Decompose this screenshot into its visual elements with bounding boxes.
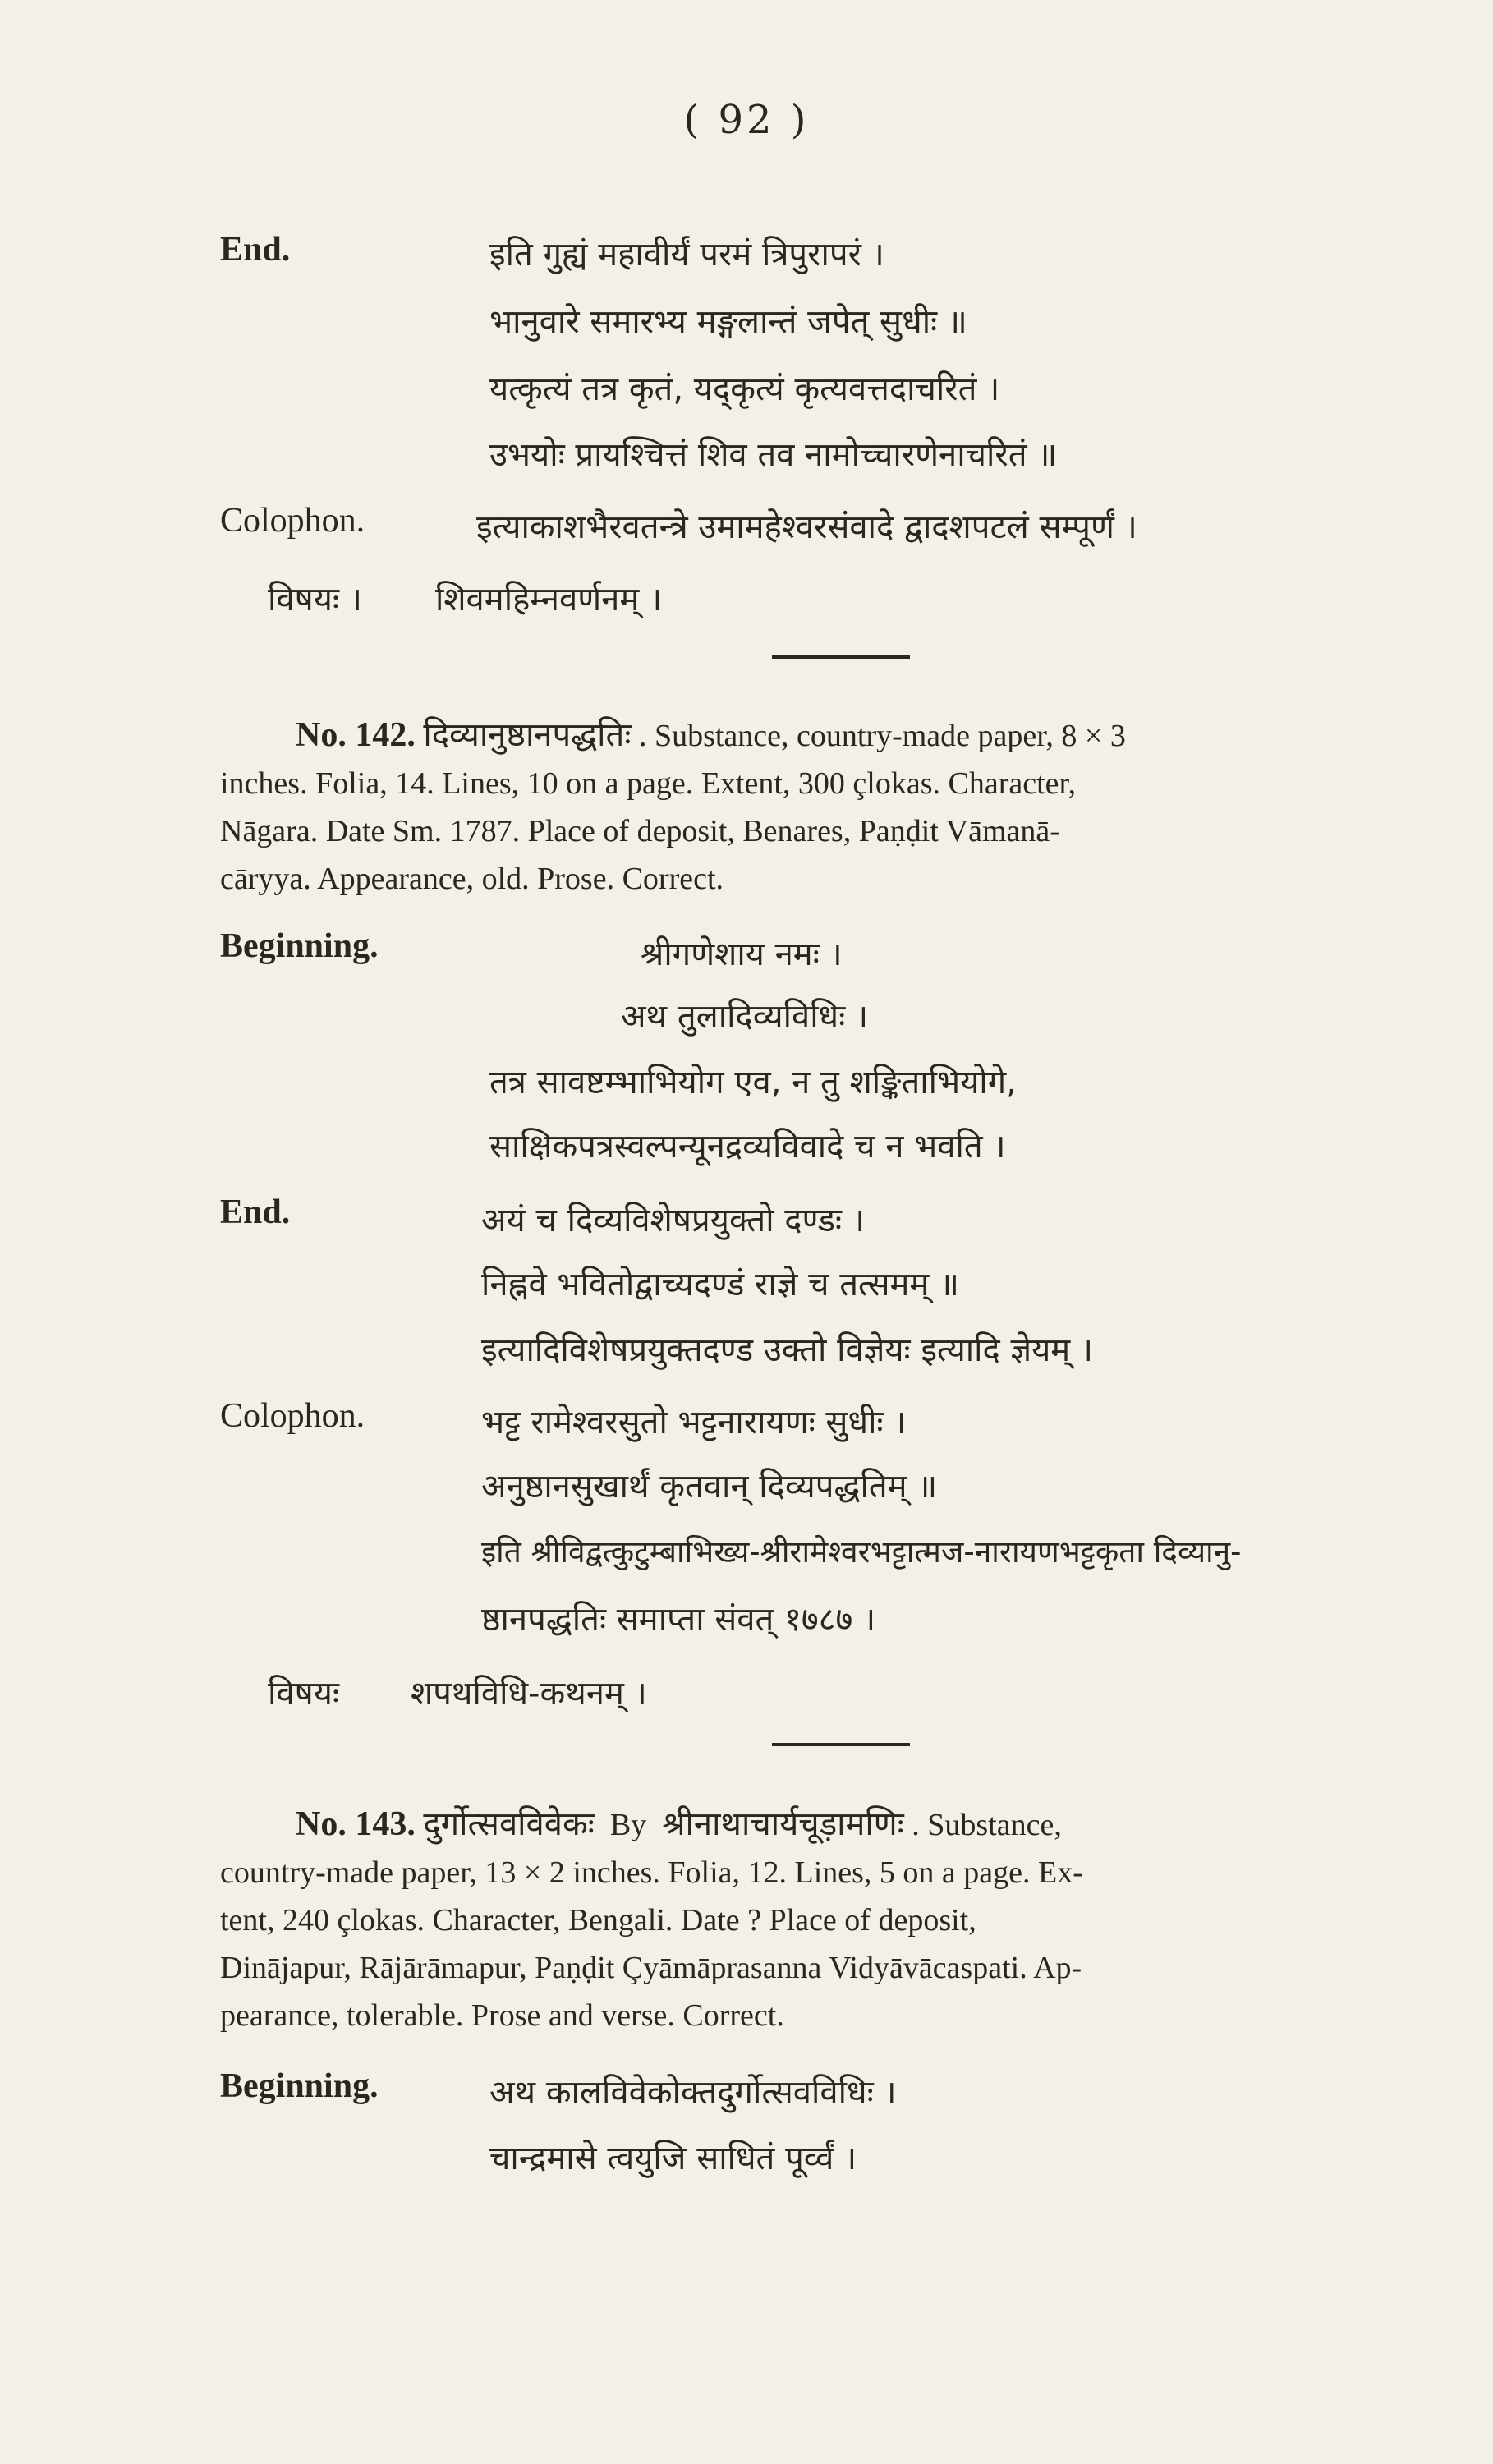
- subject-text-141: शिवमहिम्नवर्णनम् ।: [435, 581, 663, 618]
- subject-label-141: विषयः ।: [268, 581, 362, 618]
- beginning-line-143-1: अथ कालविवेकोक्तदुर्गोत्सवविधिः ।: [489, 2074, 897, 2112]
- entry-142-desc-line-1: . Substance, country-made paper, 8 × 3: [638, 719, 1126, 753]
- end-line-142-3: इत्यादिविशेषप्रयुक्तदण्ड उक्तो विज्ञेयः इत्यादि ज्ञेयम् ।: [481, 1331, 1094, 1369]
- end-line-141-1: इति गुह्यं महावीर्यं परमं त्रिपुरापरं ।: [489, 236, 884, 274]
- end-line-141-2: भानुवारे समारभ्य मङ्गलान्तं जपेत् सुधीः ॥: [489, 303, 967, 341]
- beginning-line-142-4: साक्षिकपत्रस्वल्पन्यूनद्रव्यविवादे च न भवति ।: [489, 1128, 1006, 1165]
- section-divider: [772, 655, 910, 659]
- page-number: ( 92 ): [683, 97, 810, 143]
- entry-143-by: By: [609, 1808, 647, 1842]
- colophon-line-142-1: भट्ट रामेश्वरसुतो भट्टनारायणः सुधीः ।: [481, 1404, 907, 1441]
- beginning-line-142-3: तत्र सावष्टम्भाभियोग एव, न तु शङ्किताभियोगे,: [489, 1064, 1017, 1101]
- beginning-label-142: Beginning.: [220, 927, 379, 965]
- entry-143-desc-line-5: pearance, tolerable. Prose and verse. Correct.: [220, 1998, 784, 2033]
- entry-142-desc-line-4: cāryya. Appearance, old. Prose. Correct.: [220, 862, 724, 896]
- end-line-141-3: यत्कृत्यं तत्र कृतं, यद्कृत्यं कृत्यवत्तदाचरितं ।: [489, 370, 1000, 408]
- end-line-141-4: उभयोः प्रायश्चित्तं शिव तव नामोच्चारणेनाचरितं ॥: [489, 436, 1058, 474]
- entry-142-description: [220, 711, 1460, 903]
- section-divider-2: [772, 1743, 910, 1746]
- entry-143-title: दुर्गोत्सवविवेकः: [423, 1805, 595, 1843]
- beginning-line-142-1: श्रीगणेशाय नमः ।: [641, 935, 843, 973]
- colophon-line-142-4: ष्ठानपद्धतिः समाप्ता संवत् १७८७ ।: [481, 1601, 876, 1639]
- colophon-line-142-2: अनुष्ठानसुखार्थं कृतवान् दिव्यपद्धतिम् ॥: [481, 1468, 938, 1506]
- colophon-line-142-3: इति श्रीविद्वत्कुटुम्बाभिख्य-श्रीरामेश्वरभट्टात्मज-नारायणभट्टकृता दिव्यानु-: [481, 1534, 1242, 1570]
- colophon-label-141: Colophon.: [220, 502, 365, 540]
- beginning-label-143: Beginning.: [220, 2067, 379, 2105]
- beginning-line-143-2: चान्द्रमासे त्वयुजि साधितं पूर्व्वं ।: [489, 2140, 857, 2177]
- subject-text-142: शपथविधि-कथनम् ।: [411, 1675, 647, 1712]
- entry-143-desc-line-3: tent, 240 çlokas. Character, Bengali. Date ? Place of deposit,: [220, 1903, 976, 1938]
- end-label-142: End.: [220, 1193, 291, 1231]
- end-label-141: End.: [220, 231, 291, 269]
- subject-label-142: विषयः: [268, 1675, 339, 1712]
- colophon-label-142: Colophon.: [220, 1397, 365, 1435]
- entry-143-desc-line-4: Dinājapur, Rājārāmapur, Paṇḍit Çyāmāprasanna Vidyāvācaspati. Ap-: [220, 1951, 1082, 1985]
- entry-142-desc-line-2: inches. Folia, 14. Lines, 10 on a page. Extent, 300 çlokas. Character,: [220, 766, 1077, 801]
- entry-143-desc-line-1: . Substance,: [912, 1808, 1062, 1842]
- entry-142-title: दिव्यानुष्ठानपद्धतिः: [423, 716, 632, 754]
- entry-143-author: श्रीनाथाचार्यचूड़ामणिः: [662, 1805, 904, 1843]
- entry-142-number: No. 142.: [296, 716, 416, 754]
- end-line-142-1: अयं च दिव्यविशेषप्रयुक्तो दण्डः ।: [481, 1202, 865, 1239]
- entry-143-desc-line-2: country-made paper, 13 × 2 inches. Folia, 12. Lines, 5 on a page. Ex-: [220, 1855, 1083, 1890]
- entry-143-number: No. 143.: [296, 1805, 416, 1843]
- colophon-text-141: इत्याकाशभैरवतन्त्रे उमामहेश्वरसंवादे द्वादशपटलं सम्पूर्णं ।: [476, 508, 1137, 546]
- entry-142-desc-line-3: Nāgara. Date Sm. 1787. Place of deposit, Benares, Paṇḍit Vāmanā-: [220, 814, 1060, 848]
- end-line-142-2: निह्नवे भवितोद्वाच्यदण्डं राज्ञे च तत्समम् ॥: [481, 1266, 960, 1303]
- beginning-line-142-2: अथ तुलादिव्यविधिः ।: [621, 998, 869, 1036]
- entry-143-description: [220, 1800, 1460, 2039]
